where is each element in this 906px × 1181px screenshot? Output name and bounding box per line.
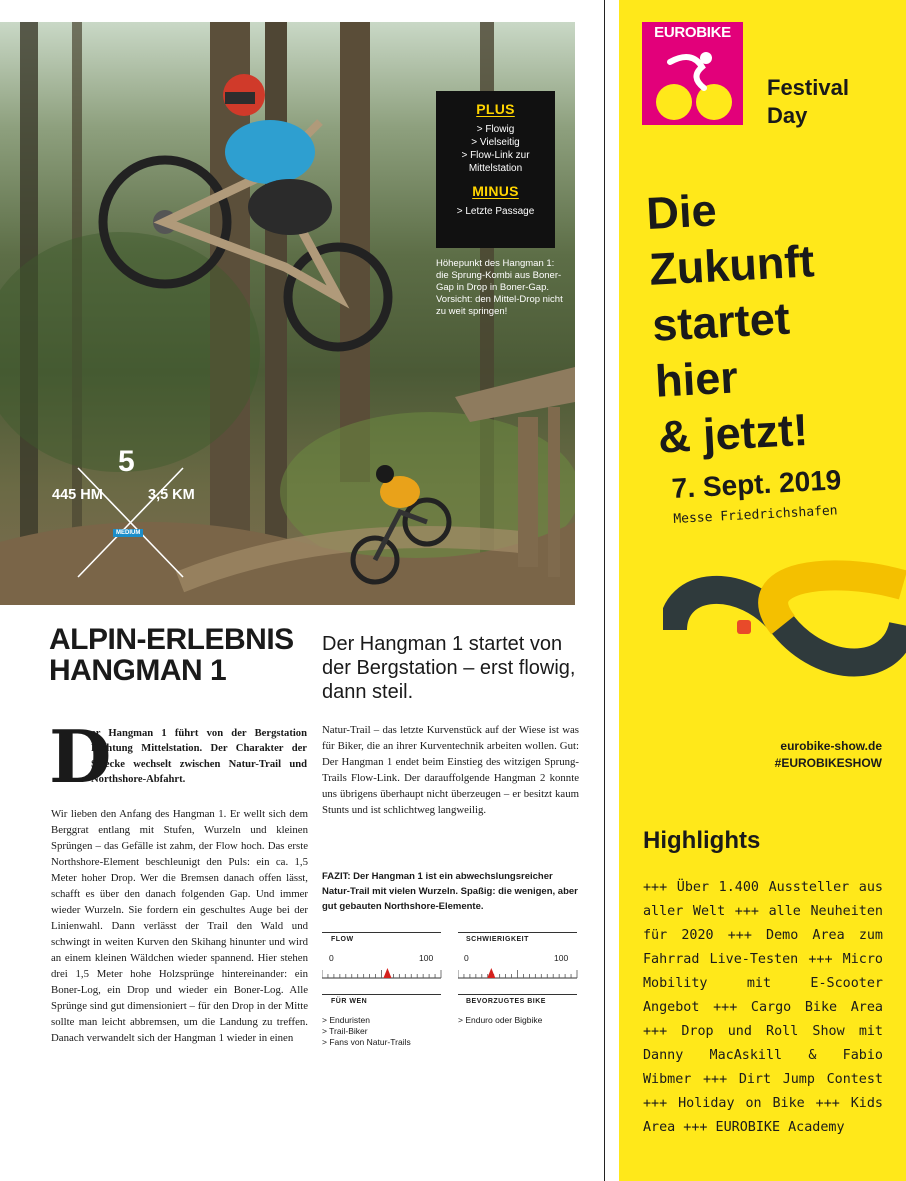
divider — [322, 994, 441, 995]
plus-minus-box — [436, 91, 555, 248]
infinity-track-graphic — [663, 555, 906, 695]
festival-line: Day — [767, 103, 808, 128]
minus-list — [436, 205, 555, 218]
list-item: > Enduristen — [322, 1015, 370, 1025]
column-divider — [604, 0, 605, 1181]
schwierigkeit-label: SCHWIERIGKEIT — [466, 936, 529, 943]
website-link[interactable]: eurobike-show.de — [780, 739, 882, 753]
minus-item: > Letzte Passage — [456, 206, 535, 217]
list-item: > Fans von Natur-Trails — [322, 1037, 411, 1047]
article-body-column-2: Natur-Trail – das letzte Kurvenstück auf der Wiese ist was für Biker, die an ihrer Kurventechnik arbeiten wollen. Gut: Der Hangman 1 endet beim Einstieg des witzigen Sprung-Trails Flow-Link. Der darauffolgende Hangman 2 konnte uns übrigens überhaupt nicht überzeugen – er besitzt kaum Stunts und ist schlichtweg langweilig. — [322, 724, 579, 816]
plus-item: > Vielseitig — [471, 137, 520, 148]
route-number: 5 — [118, 445, 135, 478]
plus-heading: PLUS — [476, 101, 515, 117]
article-lead: er Hangman 1 führt von der Bergstation Richtung Mittelstation. Der Charakter der Strecke wechselt zwischen Natur-Trail und Northshore-Abfahrt. — [91, 728, 307, 785]
plus-list — [436, 123, 555, 175]
title-line: ALPIN-ERLEBNIS — [49, 623, 294, 656]
cyclist-logo-icon — [642, 22, 743, 125]
flow-gauge — [322, 964, 442, 980]
festival-line: Festival — [767, 75, 849, 100]
flow-label: FLOW — [331, 936, 354, 943]
fuer-wen-label: FÜR WEN — [331, 998, 368, 1005]
schwierigkeit-scale-min: 0 — [464, 953, 469, 963]
flow-scale-max: 100 — [419, 953, 434, 963]
highlights-title: Highlights — [643, 827, 761, 854]
hashtag: #EUROBIKESHOW — [774, 756, 882, 770]
logo-text: EUROBIKE — [654, 24, 731, 41]
article-title — [49, 624, 294, 686]
article-body-column-1: Wir lieben den Anfang des Hangman 1. Er wellt sich dem Berggrat entlang mit Stufen, Wurzeln und kleinen Sprüngen – das Gefälle ist zahm, der Flow hoch. Das erste Northshore-Element beschleunigt den Puls: ein ca. 1,5 Meter hoher Drop. Wer die Bremsen danach offen lässt, schafft es über den danach folgenden Gap. Und immer wieder Wurzeln. Sie fordern ein geschultes Auge bei der Linienwahl. Dann verlässt der Trail den Wald und schwingt in weiten Kurven den Skihang hinunter und wird an einem kleinen Wäldchen wieder spannend. Hier stehen drei 1,5 Meter hohe Holzsprünge hintereinander: ein Boner-Log, ein Drop und wieder ein Boner-Log. Alle Sprünge sind gut dimensioniert – für den Drop in der Mitte sollte man leicht abbremsen, um die Landung zu treffen. Danach verwandelt sich der Hangman 1 wieder in einen — [51, 808, 308, 1044]
schwierigkeit-gauge-ticks — [458, 970, 577, 978]
event-date: 7. Sept. 2019 — [671, 464, 843, 504]
distance-stat: 3,5 KM — [148, 487, 195, 503]
fuer-wen-list — [322, 1015, 411, 1048]
flow-scale-min: 0 — [329, 953, 334, 963]
minus-heading: MINUS — [472, 183, 519, 199]
highlights-text: +++ Über 1.400 Aussteller aus aller Welt +++ alle Neuheiten für 2020 +++ Demo Area zum Fahrrad Live-Testen +++ Micro Mobility mit E-Scooter Angebot +++ Cargo Bike Area +++ Drop und Roll Show mit Danny MacAskill & Fabio Wibmer +++ Dirt Jump Contest +++ Holiday on Bike +++ Kids Area +++ EUROBIKE Academy — [643, 880, 883, 1135]
bike-list — [458, 1015, 542, 1026]
difficulty-badge: MEDIUM — [113, 529, 143, 537]
flow-gauge-ticks — [322, 970, 441, 978]
eurobike-logo — [642, 22, 743, 125]
list-item: > Trail-Biker — [322, 1026, 368, 1036]
headline-line: Die — [645, 184, 718, 239]
flow-marker — [383, 968, 391, 978]
headline-line: & jetzt! — [656, 403, 810, 463]
festival-day-label — [767, 74, 849, 130]
schwierigkeit-gauge — [458, 964, 578, 980]
headline-line: hier — [653, 351, 739, 407]
bike-label: BEVORZUGTES BIKE — [466, 998, 546, 1005]
article-subtitle: Der Hangman 1 startet von der Bergstation – erst flowig, dann steil. — [322, 633, 576, 703]
plus-item: > Flow-Link zur — [461, 150, 530, 161]
headline-line: startet — [650, 292, 792, 351]
list-item: > Enduro oder Bigbike — [458, 1015, 543, 1025]
drop-cap: D — [49, 714, 112, 799]
hero-photo — [0, 22, 575, 605]
title-line: HANGMAN 1 — [49, 654, 227, 687]
schwierigkeit-scale-max: 100 — [554, 953, 569, 963]
divider — [458, 994, 577, 995]
divider — [458, 932, 577, 933]
ad-headline — [645, 177, 824, 465]
eurobike-ad — [619, 0, 906, 1181]
headline-line: Zukunft — [648, 235, 816, 295]
photo-caption: Höhepunkt des Hangman 1: die Sprung-Kombi aus Boner-Gap in Drop in Boner-Gap. Vorsicht: den Mittel-Drop nicht zu weit springen! — [436, 258, 563, 317]
divider — [322, 932, 441, 933]
article-fazit: FAZIT: Der Hangman 1 ist ein abwechslungsreicher Natur-Trail mit vielen Wurzeln. Spaßig: die wenigen, aber gut gebauten Northshore-Elemente. — [322, 871, 578, 913]
website-block — [775, 738, 882, 772]
plus-item: Mittelstation — [468, 163, 523, 174]
schwierigkeit-marker — [487, 968, 495, 978]
elevation-stat: 445 HM — [52, 487, 103, 503]
event-venue: Messe Friedrichshafen — [673, 503, 838, 527]
plus-item: > Flowig — [476, 124, 515, 135]
